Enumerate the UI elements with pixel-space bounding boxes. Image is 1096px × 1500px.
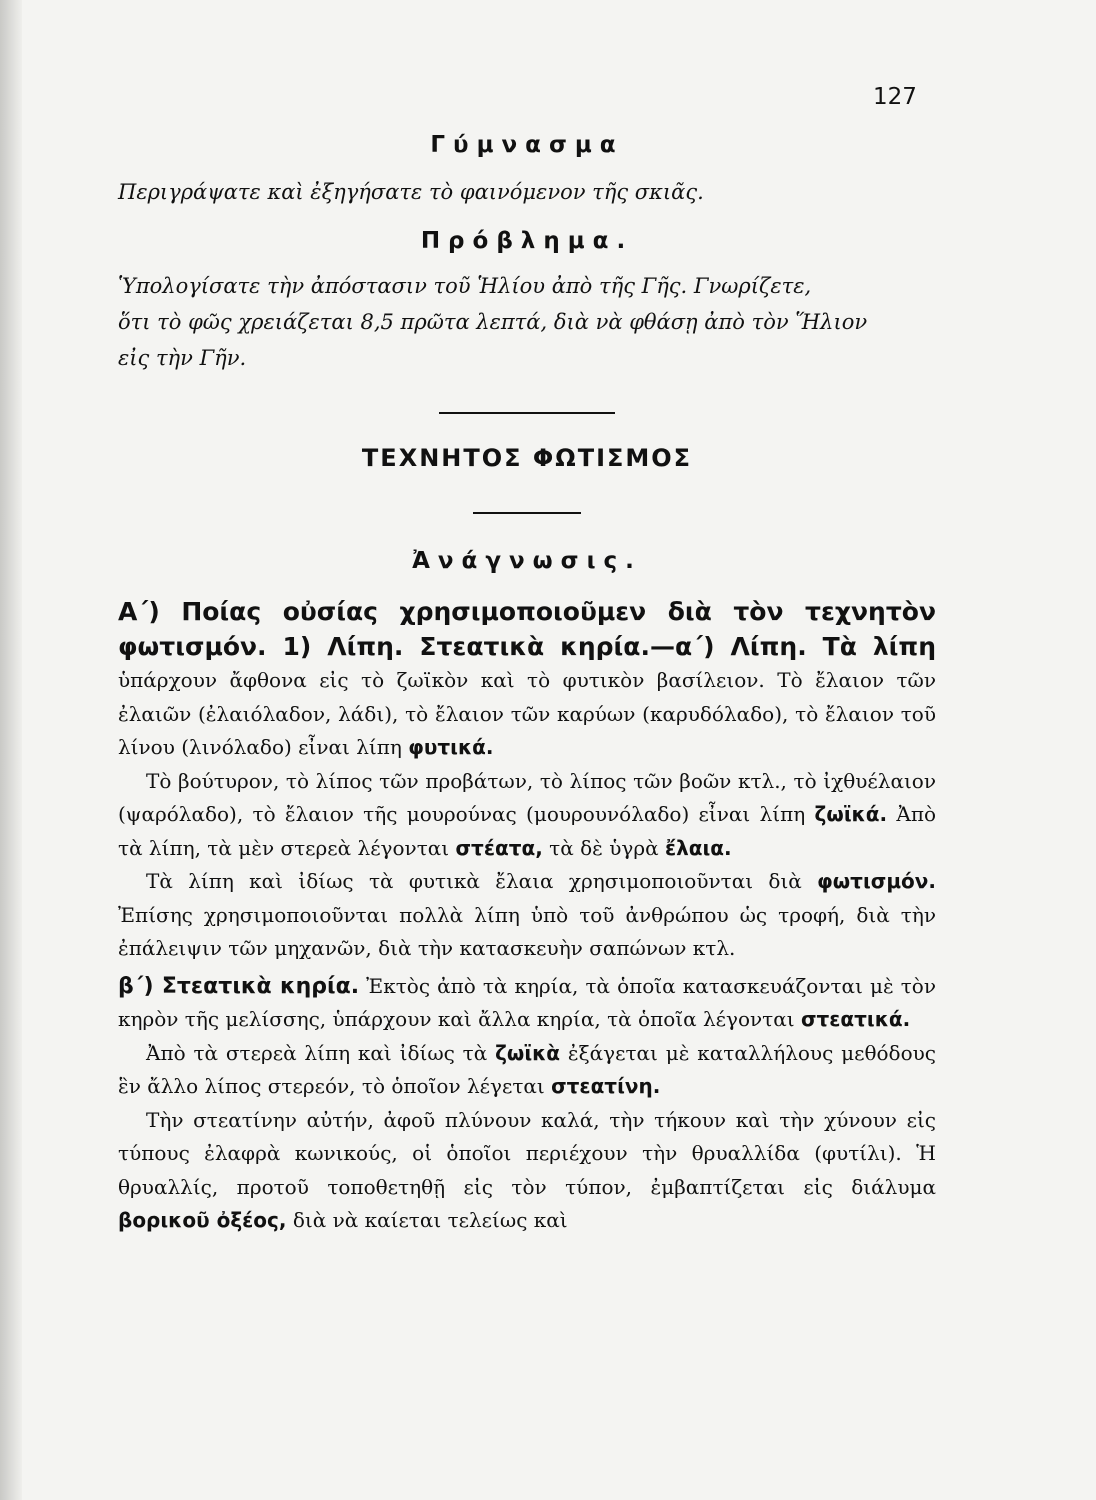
section-a-paragraph-3 xyxy=(118,865,936,966)
paragraph-text: Ἀπὸ τὰ στερεὰ λίπη καὶ ἰδίως τὰ xyxy=(146,1040,488,1065)
term-steata: στέατα, xyxy=(455,835,543,860)
divider-top xyxy=(439,412,615,414)
section-b-paragraph-2 xyxy=(118,1037,936,1104)
page-number: 127 xyxy=(873,84,917,110)
term-steatini: στεατίνη. xyxy=(551,1074,661,1098)
section-a-lead-tail: Τὰ λίπη xyxy=(822,632,936,661)
divider-bottom xyxy=(473,512,581,514)
paragraph-text: τὰ δὲ ὑγρὰ xyxy=(549,835,659,860)
exercise-text: Περιγράψατε καὶ ἐξηγήσατε τὸ φαινόμενον τῆς σκιᾶς. xyxy=(118,180,704,204)
term-fytika: φυτικά. xyxy=(408,735,494,759)
reading-heading: Ἀνάγνωσις. xyxy=(412,548,642,574)
term-steatika: στεατικά. xyxy=(800,1007,911,1031)
term-zoika-2: ζωϊκὰ xyxy=(495,1040,561,1065)
section-b-lead: β΄) Στεατικὰ κηρία. xyxy=(118,973,360,999)
problem-line: Ὑπολογίσατε τὴν ἀπόστασιν τοῦ Ἡλίου ἀπὸ τῆς Γῆς. Γνωρίζετε, xyxy=(118,274,812,298)
section-a-lead-line2 xyxy=(118,629,936,664)
section-a xyxy=(118,594,936,966)
problem-text xyxy=(118,268,936,376)
chapter-title: ΤΕΧΝΗΤΟΣ ΦΩΤΙΣΜΟΣ xyxy=(361,444,693,472)
exercise-heading: Γύμνασμα xyxy=(430,132,624,158)
term-zoika: ζωϊκά. xyxy=(814,802,888,826)
paragraph-text: Τὸ βούτυρον, τὸ λίπος τῶν προβάτων, τὸ λίπος τῶν βοῶν κτλ., τὸ ἰχθυέλαιον (ψαρόλαδο), τὸ ἔλαιον τῆς μουρούνας (μουρουνόλαδο) εἶναι λίπη xyxy=(118,768,936,826)
problem-line: εἰς τὴν Γῆν. xyxy=(118,346,247,370)
paragraph-text: Ἐπίσης χρησιμοποιοῦνται πολλὰ λίπη ὑπὸ τοῦ ἀνθρώπου ὡς τροφή, διὰ τὴν ἐπάλειψιν τῶν μηχανῶν, διὰ τὴν κατασκευὴν σαπώνων κτλ. xyxy=(118,902,936,960)
section-b-paragraph-3 xyxy=(118,1104,936,1238)
term-fotismon: φωτισμόν. xyxy=(817,869,936,893)
paragraph-text: Τὴν στεατίνην αὐτήν, ἀφοῦ πλύνουν καλά, τὴν τήκουν καὶ τὴν χύνουν εἰς τύπους ἐλαφρὰ κωνικούς, οἱ ὁποῖοι περιέχουν τὴν θρυαλλίδα (φυτίλι). Ἡ θρυαλλίς, προτοῦ τοποθετηθῇ εἰς τὸν τύπον, ἐμβαπτίζεται εἰς διάλυμα xyxy=(118,1107,936,1199)
paragraph-text: διὰ νὰ καίεται τελείως καὶ xyxy=(292,1208,568,1232)
paragraph-text: Ἀπὸ τὰ λίπη, τὰ μὲν στερεὰ λέγονται xyxy=(118,802,937,860)
scan-edge-shadow xyxy=(0,0,22,1500)
section-a-lead: Α΄) Ποίας οὐσίας χρησιμοποιοῦμεν διὰ τὸν τεχνητὸν xyxy=(118,597,936,626)
paragraph-text: Τὰ λίπη καὶ ἰδίως τὰ φυτικὰ ἔλαια χρησιμοποιοῦνται διὰ xyxy=(146,869,802,893)
paragraph-text: Ἐκτὸς ἀπὸ τὰ κηρία, τὰ ὁποῖα κατασκευάζονται μὲ τὸν κηρὸν τῆς μελίσσης, ὑπάρχουν καὶ ἄλλα κηρία, τὰ ὁποῖα λέγονται xyxy=(118,973,937,1031)
section-b xyxy=(118,970,936,1238)
problem-heading: Πρόβλημα. xyxy=(420,228,634,254)
section-b-paragraph-1 xyxy=(118,970,936,1037)
term-elaia: ἔλαια. xyxy=(664,835,732,860)
term-boric-acid: βορικοῦ ὀξέος, xyxy=(118,1208,287,1232)
section-a-paragraph-2 xyxy=(118,765,936,866)
paragraph-text: ὑπάρχουν ἄφθονα εἰς τὸ ζωϊκὸν καὶ τὸ φυτικὸν βασίλειον. Τὸ ἔλαιον τῶν ἐλαιῶν (ἐλαιόλαδον, λάδι), τὸ ἔλαιον τῶν καρύων (καρυδόλαδο), τὸ ἔλαιον τοῦ λίνου (λινόλαδο) εἶναι λίπη xyxy=(118,668,936,759)
page-body xyxy=(118,128,936,1238)
section-a-lead-bold: φωτισμόν. 1) Λίπη. Στεατικὰ κηρία.—α΄) Λίπη. xyxy=(118,632,807,661)
paragraph-text: ἐξάγεται μὲ καταλλήλους μεθόδους ἓν ἄλλο λίπος στερεόν, τὸ ὁποῖον λέγεται xyxy=(118,1040,936,1098)
problem-line: ὅτι τὸ φῶς χρειάζεται 8,5 πρῶτα λεπτά, διὰ νὰ φθάσῃ ἀπὸ τὸν Ἥλιον xyxy=(118,310,868,334)
section-a-paragraph-1 xyxy=(118,664,936,765)
